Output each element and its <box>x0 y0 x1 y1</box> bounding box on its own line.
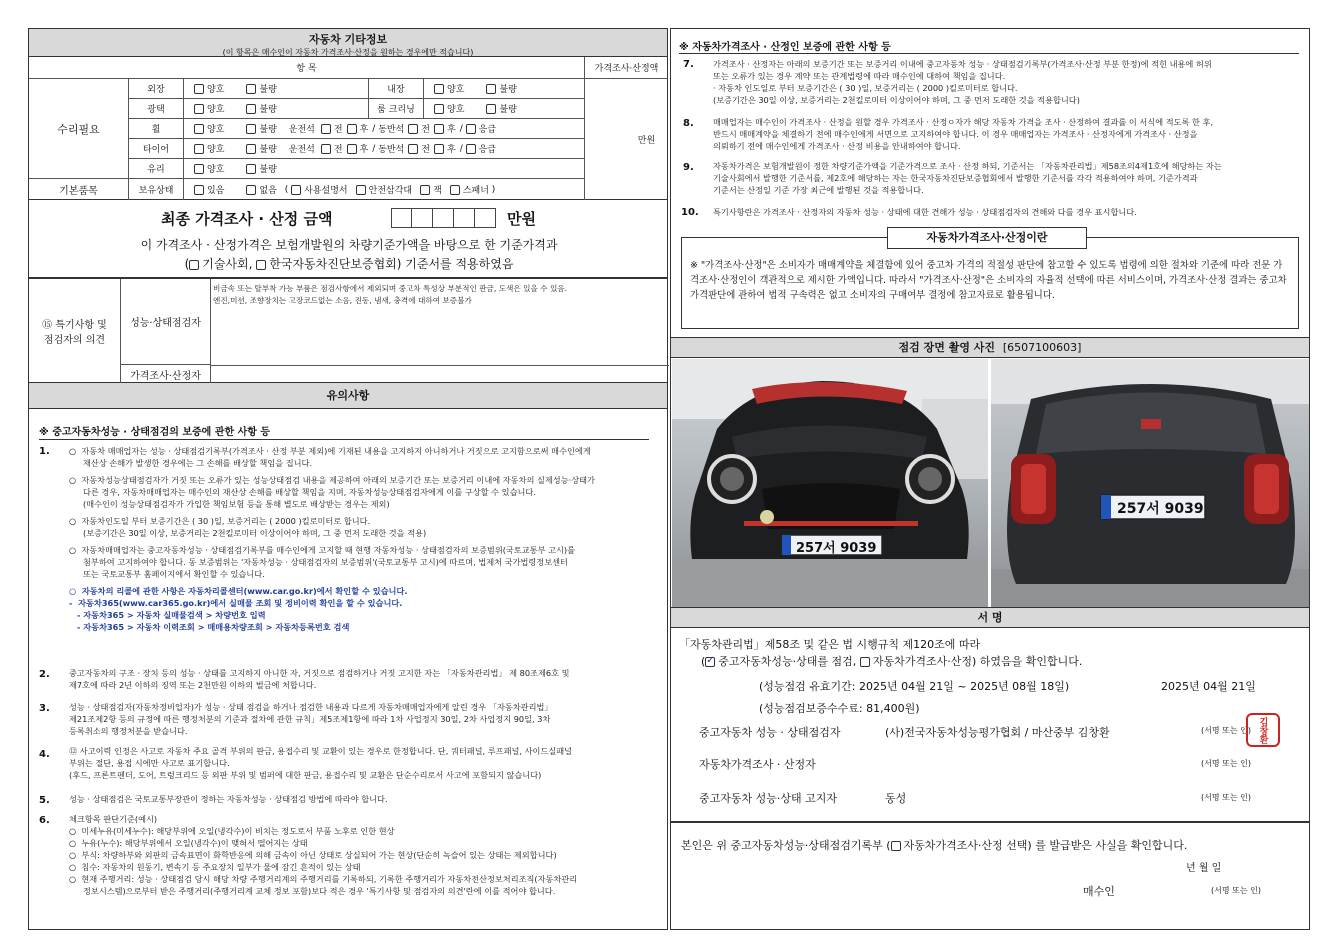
row-interior-opts <box>424 79 585 99</box>
wheel-pass-front-checkbox[interactable] <box>408 124 418 134</box>
row-wheel-label <box>129 119 184 139</box>
recall-link[interactable]: 자동차의 리콜에 관한 사항은 자동차리콜센터(www.car.go.kr)에서 확인할 수 있습니다. <box>81 586 408 596</box>
item-line: 기준서는 산정일 기준 가장 최근에 발행된 것을 적용합니다. <box>713 185 924 195</box>
definition-title: 자동차가격조사·산정이란 <box>887 227 1087 249</box>
note-line: ⑫ 사고이력 인정은 사고로 자동차 주요 골격 부위의 판금, 용접수리 및 교환이 있는 경우로 한정합니다. 단, 쿼터패널, 루프패널, 사이드실패널 <box>69 746 573 756</box>
kadi-checkbox[interactable] <box>256 260 266 270</box>
opinion-text-1: 비금속 또는 탈부착 가능 부품은 점검사항에서 제외되며 중고차 특성상 부분적인 판금, 도색은 있을 수 있음. <box>213 284 568 293</box>
rear-label: 후 <box>359 125 369 135</box>
note-line: 자동차 매매업자는 성능 · 상태점검기록부(가격조사 · 산정 부분 제외)에 기재된 내용을 고지하지 아니하거나 거짓으로 고지함으로써 매수인에게 <box>81 446 591 456</box>
sign-law: 「자동차관리법」제58조 및 같은 법 시행규칙 제120조에 따라 <box>679 638 981 651</box>
photo-section <box>670 338 1310 608</box>
tech-society-label: 기술사회, <box>202 257 253 271</box>
opinion-label-2: 점검자의 의견 <box>43 335 106 346</box>
opinion-text-2: 엔진,미션, 조향장치는 고장코드없는 소음, 진동, 냄새, 충격에 대하여 보증불가 <box>213 296 472 305</box>
glass-good-checkbox[interactable] <box>194 164 204 174</box>
issue-section <box>670 822 1310 930</box>
emergency-label: 응급 <box>478 145 496 155</box>
good-label: 양호 <box>207 145 225 155</box>
tire-driver-rear-checkbox[interactable] <box>347 144 357 154</box>
item-header <box>29 57 585 79</box>
row-wheel-opts: 양호 불량 운전석 전 후 / 동반석 전 후 / 응급 <box>184 119 585 139</box>
front-label: 전 <box>333 145 343 155</box>
note-6: 체크항목 판단기준(예시) ○ 미세누유(미세누수): 해당부위에 오일(냉각수)이 비치는 정도로서 부품 노후로 인한 현상 ○ 누유(누수): 해당부위에서 오일(냉각수)이 맺혀서 떨어지는 상태 ○ 부식: 차량하부와 외판의 금속표면이 화학반응에 의해 금속이 아닌 상태로 상실되어 가는 현상(단순히 녹슬어 있는 상태는 제외합니다) ○ 침수: 자동차의 원동기, 변속기 등 주요장치 일부가 물에 잠긴 흔적이 있는 상태 ○ 현재 주행거리: 성능 · 상태점검 당시 해당 차량 주행거리계의 주행거리를 기록하되, 기록한 주행거리가 자동차전산정보처리조직(자동차관리 정보시스템)으로부터 받은 주행거리(주행거리계 교체 정보 포함)보다 적은 경우 '특기사항 및 점검자의 의견'란에 이를 적어야 합니다. <box>69 813 669 897</box>
guarantee-fee: (성능점검보증수수료: 81,400원) <box>759 702 920 715</box>
bad-label: 불량 <box>259 105 277 115</box>
item-line: · 자동차 인도일로 부터 보증기간은 ( 30 )일, 보증거리는 ( 2000 )킬로미터로 합니다. <box>713 83 1018 93</box>
appraiser-label: 자동차가격조사 · 산정자 <box>699 758 816 771</box>
note-line: 또는 국토교통부 홈페이지에서 확인할 수 있습니다. <box>83 569 265 579</box>
item-header-text: 항 목 <box>296 64 317 74</box>
possession-text: 보유상태 <box>138 186 174 196</box>
rear-photo <box>991 359 1309 607</box>
note-line: 미세누유(미세누수): 해당부위에 오일(냉각수)이 비치는 정도로서 부품 노후로 인한 현상 <box>81 826 395 836</box>
valid-period: (성능점검 유효기간: 2025년 04월 21일 ~ 2025년 08월 18일) <box>759 680 1070 693</box>
wheel-bad-checkbox[interactable] <box>246 124 256 134</box>
kadi-label: 한국자동차진단보증협회) 기준서를 적용하였음 <box>269 257 514 271</box>
note-num-1: 1. <box>39 446 50 457</box>
note-line: 침수: 자동차의 원동기, 변속기 등 주요장치 일부가 물에 잠긴 흔적이 있는 상태 <box>81 862 361 872</box>
row-roomclean-label <box>369 99 424 119</box>
note-line: 중고자동차의 구조 · 장치 등의 성능 · 상태를 고지하지 아니한 자, 거짓으로 점검하거나 거짓 고지한 자는 「자동차관리법」 제 80조제6호 및 <box>69 668 570 678</box>
manual-label: 사용설명서 <box>304 186 348 196</box>
note-line: 현재 주행거리: 성능 · 상태점검 당시 해당 차량 주행거리계의 주행거리를 기록하되, 기록한 주행거리가 자동차전산정보처리조직(자동차관리 <box>81 874 578 884</box>
bad-label: 불량 <box>259 145 277 155</box>
price-unit: 만원 <box>637 136 656 146</box>
tire-emergency-checkbox[interactable] <box>466 144 476 154</box>
exterior-bad-checkbox[interactable] <box>246 84 256 94</box>
inspector-seal-stamp: 김창환 <box>1246 713 1280 747</box>
signature-section <box>670 608 1310 822</box>
notifier-name: 동성 <box>885 792 907 805</box>
inspector-name: (사)전국자동차성능평가협회 / 마산중부 김창환 <box>885 726 1110 739</box>
bad-label: 불량 <box>499 105 517 115</box>
driver-label: 운전석 <box>288 145 315 155</box>
row-tire-opts: 양호 불량 운전석 전 후 / 동반석 전 후 / 응급 <box>184 139 585 159</box>
interior-text: 내장 <box>387 85 405 95</box>
note-line: 다른 경우, 자동차매매업자는 매수인의 재산상 손해를 배상할 책임을 지며, 자동차성능상태점검자에게 이를 구상할 수 있습니다. <box>83 487 536 497</box>
front-car-svg <box>672 359 988 607</box>
glass-text: 유리 <box>147 165 165 175</box>
row-glass-label <box>129 159 184 179</box>
repair-label-text: 수리필요 <box>57 122 100 136</box>
note-num-5: 5. <box>39 795 50 806</box>
roomclean-good-checkbox[interactable] <box>434 104 444 114</box>
wheel-emergency-checkbox[interactable] <box>466 124 476 134</box>
rear-label: 후 <box>446 145 456 155</box>
issue-ymd: 년 월 일 <box>1186 863 1222 874</box>
tire-pass-rear-checkbox[interactable] <box>434 144 444 154</box>
notifier-sign[interactable]: (서명 또는 인) <box>1201 793 1251 802</box>
passenger-label: 동반석 <box>378 145 405 155</box>
buyer-label: 매수인 <box>1083 885 1115 898</box>
note-5 <box>69 793 669 805</box>
row-tire-label <box>129 139 184 159</box>
other-info-title: 자동차 기타정보 <box>308 33 388 46</box>
final-price-boxes[interactable] <box>391 208 496 228</box>
basic-label <box>29 179 129 200</box>
row-gloss-label <box>129 99 184 119</box>
inspector-label: 중고자동차 성능 · 상태점검자 <box>699 726 841 739</box>
note-line: (매수인이 성능상태점검자가 가입한 책임보험 등을 통해 별도로 배상받는 경우는 제외) <box>83 499 390 509</box>
bad-label: 불량 <box>499 85 517 95</box>
interior-bad-checkbox[interactable] <box>486 84 496 94</box>
front-plate: 257서 9039 <box>796 541 877 556</box>
wheel-driver-front-checkbox[interactable] <box>321 124 331 134</box>
note-line: 재산상 손해가 발생한 경우에는 그 손해를 배상할 책임을 집니다. <box>83 458 313 468</box>
final-price-title: 최종 가격조사 · 산정 금액 <box>161 210 333 228</box>
item-10 <box>713 206 1303 218</box>
driver-label: 운전석 <box>288 125 315 135</box>
other-info-header <box>29 29 667 57</box>
note-line: 부위는 절단, 용접 시에만 사고로 표기합니다. <box>69 758 230 768</box>
good-label: 양호 <box>207 165 225 175</box>
item-line: 의뢰하기 전에 매수인에게 가격조사 · 산정 비용을 안내하여야 합니다. <box>713 141 961 151</box>
note-line: (보증기간은 30일 이상, 보증거리는 2천킬로미터 이상이어야 하며, 그 중 먼저 도래한 것을 적용) <box>83 528 427 538</box>
good-label: 양호 <box>447 105 465 115</box>
roomclean-text: 룸 크리닝 <box>377 105 415 115</box>
good-label: 양호 <box>207 105 225 115</box>
none-label: 없음 <box>259 186 277 196</box>
note-line: 첨부하여 고지하여야 합니다. 동 보증범위는 '자동차성능 · 상태점검자의 보증범위'(국토교통부 고시)에 따르며, 법제처 국가법령정보센터 <box>83 557 568 567</box>
other-info-section <box>28 28 668 200</box>
item-line: 가격조사 · 산정자는 아래의 보증기간 또는 보증거리 이내에 중고자동차 성능 · 상태점검기록부(가격조사·산정 부분 한정)에 적힌 내용에 허위 <box>713 59 1212 69</box>
final-price-desc2: ( 기술사회, 한국자동차진단보증협회) 기준서를 적용하였음 <box>184 257 514 271</box>
buyer-sign[interactable]: (서명 또는 인) <box>1211 886 1261 895</box>
repair-label <box>29 79 129 179</box>
note-line: 성능 · 상태점검은 국토교통부장관이 정하는 자동차성능 · 상태점검 방법에 따라야 합니다. <box>69 794 388 804</box>
appraiser-sign[interactable]: (서명 또는 인) <box>1201 759 1251 768</box>
note-2 <box>69 667 669 691</box>
row-interior-label <box>369 79 424 99</box>
final-price-section <box>28 200 668 278</box>
jack-checkbox[interactable] <box>420 185 430 195</box>
note-line: 누유(누수): 해당부위에서 오일(냉각수)이 맺혀서 떨어지는 상태 <box>81 838 308 848</box>
item-8 <box>713 116 1303 152</box>
opinion-appraiser-text: 가격조사·산정자 <box>130 370 201 382</box>
item-num-9: 9. <box>683 162 694 173</box>
opinion-inspector-text-area[interactable] <box>213 283 663 307</box>
item-9 <box>713 160 1303 196</box>
price-cell[interactable] <box>585 79 668 200</box>
row-roomclean-opts <box>424 99 585 119</box>
definition-box <box>681 231 1299 329</box>
opinion-inspector-label <box>121 279 211 365</box>
performance-check-checkbox[interactable] <box>705 657 715 667</box>
opinion-label <box>29 279 121 383</box>
rear-plate: 257서 9039 <box>1117 501 1204 517</box>
gloss-text: 광택 <box>147 105 165 115</box>
item-line: (보증기간은 30일 이상, 보증거리는 2천킬로미터 이상이어야 하며, 그 중 먼저 도래한 것을 적용합니다) <box>713 95 1080 105</box>
front-photo <box>672 359 988 607</box>
row-exterior-label <box>129 79 184 99</box>
note-line: (후드, 프론트펜더, 도어, 트렁크리드 등 외판 부위 및 범퍼에 대한 판금, 용접수리 및 교환은 단순수리로서 사고에 포함되지 않습니다) <box>69 770 542 780</box>
gloss-good-checkbox[interactable] <box>194 104 204 114</box>
item-num-7: 7. <box>683 59 694 70</box>
other-info-subtitle: (이 항목은 매수인이 자동차 가격조사·산정을 원하는 경우에만 적습니다) <box>222 48 474 57</box>
note-line: 자동차성능상태점검자가 거짓 또는 오류가 있는 성능상태점검 내용을 제공하여 아래의 보증기간 또는 보증거리 이내에 자동차의 실제성능·상태가 <box>81 475 595 485</box>
note-line: 정보시스템)으로부터 받은 주행거리(주행거리계 교체 정보 포함)보다 적은 경우 '특기사항 및 점검자의 의견'란에 이를 적어야 합니다. <box>83 886 556 896</box>
opinion-inspector-text: 성능·상태점검자 <box>130 318 201 329</box>
car365-path-2: - 자동차365 > 자동차 이력조회 > 매매용차량조회 > 자동차등록번호 검색 <box>77 622 350 632</box>
opinion-appraiser-label <box>121 365 211 383</box>
note-line: 자동차인도일 부터 보증기간은 ( 30 )일, 보증거리는 ( 2000 )킬로미터로 합니다. <box>81 516 371 526</box>
bad-label: 불량 <box>259 125 277 135</box>
note-line: 제7호에 따라 2년 이하의 징역 또는 2천만원 이하의 벌금에 처합니다. <box>69 680 317 690</box>
bad-label: 불량 <box>259 85 277 95</box>
notifier-label: 중고자동차 성능·상태 고지자 <box>699 792 838 805</box>
item-7 <box>713 58 1303 106</box>
tire-driver-front-checkbox[interactable] <box>321 144 331 154</box>
sign-date: 2025년 04월 21일 <box>1161 680 1256 693</box>
note-num-6: 6. <box>39 815 50 826</box>
front-label: 전 <box>421 125 430 135</box>
guarantee-title: ※ 중고자동차성능 · 상태점검의 보증에 관한 사항 등 <box>39 427 271 438</box>
row-possession-label <box>129 179 184 200</box>
front-label: 전 <box>333 125 343 135</box>
item-line: 또는 오류가 있는 경우 계약 또는 관계법령에 따라 매수인에 대하여 책임을 집니다. <box>713 71 1006 81</box>
rear-car-svg <box>991 359 1309 607</box>
appraisal-check-checkbox[interactable] <box>860 657 870 667</box>
exterior-good-checkbox[interactable] <box>194 84 204 94</box>
item-num-8: 8. <box>683 118 694 129</box>
issue-text <box>681 837 1187 853</box>
roomclean-bad-checkbox[interactable] <box>486 104 496 114</box>
item-line: 특기사항란은 가격조사 · 산정자의 자동차 성능 · 상태에 대한 견해가 성능 · 상태점검자의 견해와 다를 경우 표시합니다. <box>713 207 1137 217</box>
price-header-text: 가격조사·산정액 <box>594 64 659 74</box>
note-line: 체크항목 판단기준(예시) <box>69 814 158 824</box>
issue-text-a: 본인은 위 중고자동차성능·상태점검기록부 ( <box>681 839 891 852</box>
rear-label: 후 <box>359 145 369 155</box>
note-line: 성능 · 상태점검자(자동차정비업자)가 성능 · 상태 점검을 하거나 점검한 내용과 다르게 자동차매매업자에게 알린 경우 「자동차관리법」 <box>69 702 553 712</box>
definition-text: ※ "가격조사·산정"은 소비자가 매매계약을 체결함에 있어 중고차 가격의 적절성 판단에 참고할 수 있도록 법령에 의한 절차와 기준에 따라 전문 가격조사·산정인이 객관적으로 제시한 가액입니다. 따라서 "가격조사·산정"은 소비자의 자율적 선택에 따른 서비스이며, 가격조사·산정 결과는 중고차 가격판단에 관하여 법적 구속력은 없고 소비자의 구매여부 결정에 참고자료로 활용됩니다. <box>690 260 1287 301</box>
triangle-checkbox[interactable] <box>356 185 366 195</box>
tire-bad-checkbox[interactable] <box>246 144 256 154</box>
glass-bad-checkbox[interactable] <box>246 164 256 174</box>
item-line: 매매업자는 매수인이 가격조사 · 산정을 원할 경우 가격조사 · 산정ㅇ자가 해당 자동차 가격을 조사 · 산정하여 결과를 이 서식에 적도록 한 후, <box>713 117 1214 127</box>
opinion-label-1: ⑮ 특기사항 및 <box>42 320 107 331</box>
item-num-10: 10. <box>681 207 699 218</box>
note-line: 제21조제2항 등의 규정에 따른 행정처분의 기준과 절차에 관한 규칙」제5조제1항에 따라 1차 사업정지 30일, 2차 사업정지 90일, 3차 <box>69 714 551 724</box>
row-gloss-opts <box>184 99 369 119</box>
row-exterior-opts <box>184 79 369 99</box>
issue-appraisal-checkbox[interactable] <box>891 841 901 851</box>
good-label: 양호 <box>447 85 465 95</box>
sign-check-line: (✓ 중고자동차성능·상태를 점검, 자동차가격조사·산정) 하였음을 확인합니다. <box>701 653 1082 669</box>
front-label: 전 <box>421 145 430 155</box>
car365-path-1: - 자동차365 > 자동차 실매물검색 > 차량번호 입력 <box>77 610 266 620</box>
appraisal-check-label: 자동차가격조사·산정) 하였음을 확인합니다. <box>872 655 1083 668</box>
notice-header: 유의사항 <box>29 383 667 409</box>
note-line: 자동차매매업자는 중고자동차성능 · 상태점검기록부를 매수인에게 고지할 때 현행 자동차성능 · 상태점검자의 보증범위(국토교통부 고시)를 <box>81 545 576 555</box>
tire-good-checkbox[interactable] <box>194 144 204 154</box>
have-checkbox[interactable] <box>194 185 204 195</box>
appraisal-section <box>670 28 1310 338</box>
performance-check-label: 중고자동차성능·상태를 점검, <box>718 655 857 668</box>
good-label: 양호 <box>207 125 225 135</box>
exterior-text: 외장 <box>147 85 165 95</box>
item-line: 기술사회에서 발행한 기준서를, 제2호에 해당하는 자는 한국자동차진단보증협회에서 발행한 기준서를 각각 적용하여야 하며, 기준가격과 <box>713 173 1198 183</box>
wheel-text: 휠 <box>151 125 161 135</box>
basic-label-text: 기본품목 <box>59 186 98 197</box>
triangle-label: 안전삼각대 <box>368 186 413 196</box>
price-header <box>585 57 668 79</box>
photo-code: [6507100603] <box>1002 341 1082 354</box>
row-glass-opts <box>184 159 585 179</box>
interior-good-checkbox[interactable] <box>434 84 444 94</box>
photo-header <box>671 338 1309 358</box>
good-label: 양호 <box>207 85 225 95</box>
note-num-3: 3. <box>39 703 50 714</box>
note-num-2: 2. <box>39 669 50 680</box>
inspector-sign[interactable]: (서명 또는 인) <box>1201 726 1251 735</box>
note-line: 부식: 차량하부와 외판의 금속표면이 화학반응에 의해 금속이 아닌 상태로 상실되어 가는 현상(단순히 녹슬어 있는 상태는 제외합니다) <box>81 850 557 860</box>
issue-text-b: 자동차가격조사·산정 선택) 를 발급받은 사실을 확인합니다. <box>903 839 1188 852</box>
note-1: ○ 자동차 매매업자는 성능 · 상태점검기록부(가격조사 · 산정 부분 제외)에 기재된 내용을 고지하지 아니하거나 거짓으로 고지함으로써 매수인에게 재산상 손해가 발생한 경우에는 그 손해를 배상할 책임을 집니다. ○ 자동차성능상태점검자가 거짓 또는 오류가 있는 성능상태점검 내용을 제공하여 아래의 보증기간 또는 보증거리 이내에 자동차의 실제성능·상태가 다른 경우, 자동차매매업자는 매수인의 재산상 손해를 배상할 책임을 지며, 자동차성능상태점검자에게 이를 구상할 수 있습니다. (매수인이 성능상태점검자가 가입한 책임보험 등을 통해 별도로 배상받는 경우는 제외) ○ 자동차인도일 부터 보증기간은 ( 30 )일, 보증거리는 ( 2000 )킬로미터로 합니다. (보증기간은 30일 이상, 보증거리는 2천킬로미터 이상이어야 하며, 그 중 먼저 도래한 것을 적용) ○ 자동차매매업자는 중고자동차성능 · 상태점검기록부를 매수인에게 고지할 때 현행 자동차성능 · 상태점검자의 보증범위(국토교통부 고시)를 첨부하여 고지하여야 합니다. 동 보증범위는 '자동차성능 · 상태점검자의 보증범위'(국토교통부 고시)에 따르며, 법제처 국가법령정보센터 또는 국토교통부 홈페이지에서 확인할 수 있습니다. ○ 자동차의 리콜에 관한 사항은 자동차리콜센터(www.car.go.kr)에서 확인할 수 있습니다. - 자동차365(www.car365.go.kr)에서 실매물 조회 및 정비이력 확인을 할 수 있습니다. - 자동차365 > 자동차 실매물검색 > 차량번호 입력 - 자동차365 > 자동차 이력조회 > 매매용차량조회 > 자동차등록번호 검색 <box>69 445 669 633</box>
item-line: 반드시 매매계약을 체결하기 전에 매수인에게 서면으로 고지하여야 합니다. 이 경우 매매업자는 가격조사 · 산정자에게 가격조사 · 산정을 <box>713 129 1198 139</box>
wheel-pass-rear-checkbox[interactable] <box>434 124 444 134</box>
spanner-label: 스패너 <box>462 186 489 196</box>
item-line: 자동차가격은 보험개발원이 정한 차량기준가액을 기준가격으로 조사 · 산정 하되, 기준서는 「자동차관리법」제58조의4제1호에 해당하는 자는 <box>713 161 1222 171</box>
note-3 <box>69 701 669 737</box>
note-line: 등록취소의 행정처분을 받습니다. <box>69 726 188 736</box>
photo-title: 점검 장면 촬영 사진 <box>898 341 996 354</box>
signature-header: 서 명 <box>671 608 1309 628</box>
notice-section <box>28 383 668 930</box>
car365-link[interactable]: 자동차365(www.car365.go.kr)에서 실매물 조회 및 정비이력 확인을 할 수 있습니다. <box>78 598 403 608</box>
appraisal-title: ※ 자동차가격조사 · 산정인 보증에 관한 사항 등 <box>679 42 891 53</box>
opinion-section <box>28 278 668 383</box>
tire-pass-front-checkbox[interactable] <box>408 144 418 154</box>
bad-label: 불량 <box>259 165 277 175</box>
spanner-checkbox[interactable] <box>450 185 460 195</box>
final-price-desc1: 이 가격조사 · 산정가격은 보험개발원의 차량기준가액을 바탕으로 한 기준가격과 <box>140 238 558 252</box>
note-4 <box>69 745 669 781</box>
have-label: 있음 <box>207 186 225 196</box>
jack-label: 잭 <box>433 186 442 196</box>
note-num-4: 4. <box>39 749 50 760</box>
tire-text: 타이어 <box>142 145 170 155</box>
wheel-driver-rear-checkbox[interactable] <box>347 124 357 134</box>
emergency-label: 응급 <box>478 125 496 135</box>
manual-checkbox[interactable] <box>291 185 301 195</box>
rear-label: 후 <box>446 125 456 135</box>
tech-society-checkbox[interactable] <box>189 260 199 270</box>
passenger-label: 동반석 <box>378 125 405 135</box>
none-checkbox[interactable] <box>246 185 256 195</box>
gloss-bad-checkbox[interactable] <box>246 104 256 114</box>
wheel-good-checkbox[interactable] <box>194 124 204 134</box>
final-price-unit: 만원 <box>507 210 536 228</box>
row-possession-opts: 있음 없음 ( 사용설명서 안전삼각대 잭 스패너 ) <box>184 179 585 200</box>
